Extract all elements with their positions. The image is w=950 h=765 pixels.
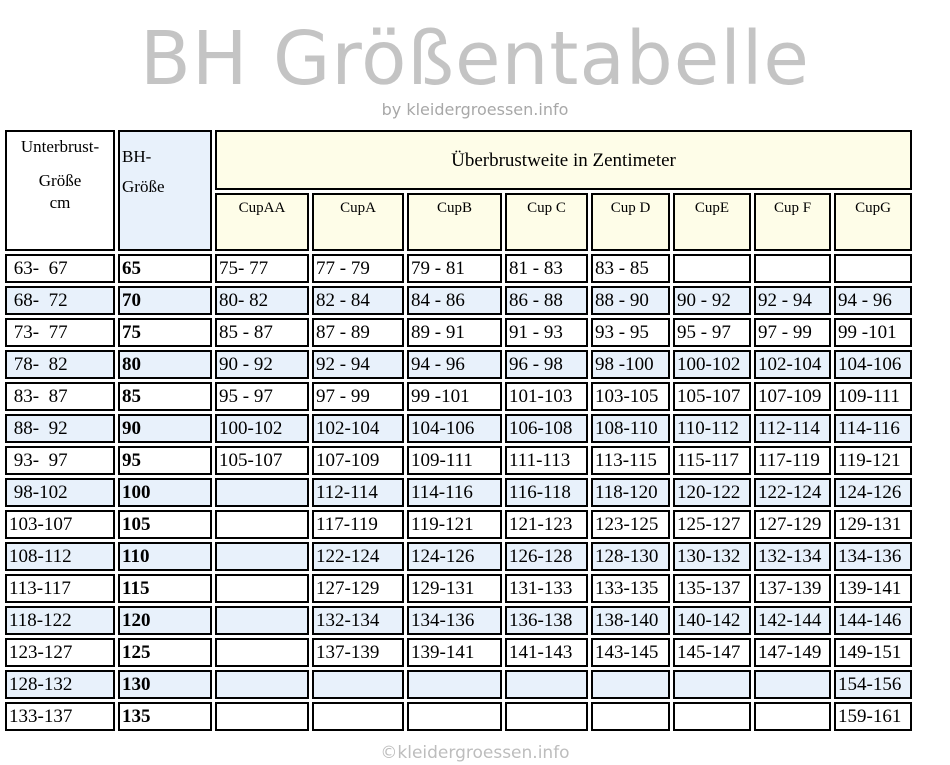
ueberbrust-cell: 94 - 96 — [834, 286, 912, 315]
ueberbrust-cell: 113-115 — [591, 446, 670, 475]
ueberbrust-cell: 127-129 — [754, 510, 831, 539]
ueberbrust-cell — [215, 702, 309, 731]
ueberbrust-cell — [215, 542, 309, 571]
ueberbrust-cell — [215, 638, 309, 667]
unterbrust-cell: 128-132 — [5, 670, 115, 699]
table-row — [5, 286, 912, 315]
ueberbrust-cell: 95 - 97 — [673, 318, 751, 347]
ueberbrust-cell: 85 - 87 — [215, 318, 309, 347]
ueberbrust-cell — [215, 670, 309, 699]
ueberbrust-cell — [312, 702, 404, 731]
bh-size-cell: 125 — [118, 638, 212, 667]
ueberbrust-cell — [673, 670, 751, 699]
ueberbrust-cell: 130-132 — [673, 542, 751, 571]
ueberbrust-cell: 102-104 — [312, 414, 404, 443]
table-row — [5, 702, 912, 731]
ueberbrust-cell: 135-137 — [673, 574, 751, 603]
ueberbrust-cell: 133-135 — [591, 574, 670, 603]
ueberbrust-cell: 140-142 — [673, 606, 751, 635]
ueberbrust-cell: 96 - 98 — [505, 350, 588, 379]
cup-header: Cup C — [505, 193, 588, 251]
ueberbrust-cell: 149-151 — [834, 638, 912, 667]
ueberbrust-cell: 97 - 99 — [754, 318, 831, 347]
ueberbrust-cell: 80- 82 — [215, 286, 309, 315]
ueberbrust-cell: 90 - 92 — [215, 350, 309, 379]
ueberbrust-cell: 81 - 83 — [505, 254, 588, 283]
unterbrust-cell: 63- 67 — [5, 254, 115, 283]
bh-size-cell: 75 — [118, 318, 212, 347]
unterbrust-cell: 68- 72 — [5, 286, 115, 315]
cup-header: CupE — [673, 193, 751, 251]
bh-size-cell: 70 — [118, 286, 212, 315]
ueberbrust-cell: 104-106 — [407, 414, 502, 443]
ueberbrust-cell: 121-123 — [505, 510, 588, 539]
cup-header: Cup D — [591, 193, 670, 251]
ueberbrust-cell: 118-120 — [591, 478, 670, 507]
ueberbrust-cell: 115-117 — [673, 446, 751, 475]
bh-size-cell: 85 — [118, 382, 212, 411]
ueberbrust-cell: 95 - 97 — [215, 382, 309, 411]
ueberbrust-cell: 91 - 93 — [505, 318, 588, 347]
ueberbrust-cell — [591, 670, 670, 699]
ueberbrust-cell — [312, 670, 404, 699]
page-title: BH Größentabelle — [140, 16, 810, 102]
ueberbrust-cell — [673, 254, 751, 283]
ueberbrust-cell: 128-130 — [591, 542, 670, 571]
ueberbrust-cell: 144-146 — [834, 606, 912, 635]
bh-header-line1: BH- — [122, 147, 152, 166]
ueberbrust-cell: 88 - 90 — [591, 286, 670, 315]
cup-header: Cup F — [754, 193, 831, 251]
ueberbrust-cell: 139-141 — [407, 638, 502, 667]
ueberbrust-cell: 117-119 — [754, 446, 831, 475]
ueberbrust-cell: 134-136 — [407, 606, 502, 635]
table-row — [5, 574, 912, 603]
ueberbrust-cell: 107-109 — [754, 382, 831, 411]
header-row — [5, 130, 912, 190]
unterbrust-cell: 123-127 — [5, 638, 115, 667]
ueberbrust-cell: 143-145 — [591, 638, 670, 667]
ueberbrust-cell: 105-107 — [673, 382, 751, 411]
table-body — [5, 254, 912, 731]
unterbrust-header-line3: cm — [49, 193, 71, 212]
ueberbrust-cell: 109-111 — [407, 446, 502, 475]
unterbrust-cell: 118-122 — [5, 606, 115, 635]
ueberbrust-cell — [834, 254, 912, 283]
ueberbrust-cell: 103-105 — [591, 382, 670, 411]
ueberbrust-cell: 90 - 92 — [673, 286, 751, 315]
cup-header: CupAA — [215, 193, 309, 251]
ueberbrust-cell: 127-129 — [312, 574, 404, 603]
ueberbrust-cell: 142-144 — [754, 606, 831, 635]
bh-size-cell: 115 — [118, 574, 212, 603]
bh-size-cell: 65 — [118, 254, 212, 283]
ueberbrust-cell: 93 - 95 — [591, 318, 670, 347]
ueberbrust-cell — [754, 670, 831, 699]
cup-header: CupB — [407, 193, 502, 251]
ueberbrust-cell: 137-139 — [754, 574, 831, 603]
unterbrust-header — [5, 130, 115, 251]
ueberbrust-cell — [407, 670, 502, 699]
ueberbrust-cell — [591, 702, 670, 731]
ueberbrust-cell: 86 - 88 — [505, 286, 588, 315]
bh-size-header — [118, 130, 212, 251]
unterbrust-cell: 83- 87 — [5, 382, 115, 411]
table-row — [5, 542, 912, 571]
table-row — [5, 638, 912, 667]
ueberbrust-cell — [505, 670, 588, 699]
ueberbrust-cell: 82 - 84 — [312, 286, 404, 315]
ueberbrust-cell: 94 - 96 — [407, 350, 502, 379]
table-row — [5, 606, 912, 635]
bh-size-cell: 120 — [118, 606, 212, 635]
ueberbrust-cell: 84 - 86 — [407, 286, 502, 315]
ueberbrust-cell: 134-136 — [834, 542, 912, 571]
ueberbrust-cell: 136-138 — [505, 606, 588, 635]
unterbrust-cell: 93- 97 — [5, 446, 115, 475]
ueberbrust-cell — [754, 702, 831, 731]
ueberbrust-cell: 145-147 — [673, 638, 751, 667]
ueberbrust-cell — [215, 510, 309, 539]
copyright-footer: ©kleidergroessen.info — [380, 743, 570, 763]
ueberbrust-cell: 123-125 — [591, 510, 670, 539]
table-row — [5, 670, 912, 699]
unterbrust-cell: 78- 82 — [5, 350, 115, 379]
ueberbrust-cell: 99 -101 — [407, 382, 502, 411]
ueberbrust-cell: 141-143 — [505, 638, 588, 667]
bra-size-table — [2, 127, 915, 734]
ueberbrust-cell: 92 - 94 — [312, 350, 404, 379]
ueberbrust-cell — [215, 478, 309, 507]
page-subtitle: by kleidergroessen.info — [381, 100, 569, 119]
table-row — [5, 254, 912, 283]
table-row — [5, 446, 912, 475]
ueberbrust-cell: 114-116 — [834, 414, 912, 443]
ueberbrust-cell: 112-114 — [754, 414, 831, 443]
ueberbrust-cell: 131-133 — [505, 574, 588, 603]
ueberbrust-cell: 105-107 — [215, 446, 309, 475]
ueberbrust-cell: 132-134 — [312, 606, 404, 635]
ueberbrust-cell: 107-109 — [312, 446, 404, 475]
ueberbrust-cell: 132-134 — [754, 542, 831, 571]
ueberbrust-cell: 108-110 — [591, 414, 670, 443]
ueberbrust-cell: 124-126 — [407, 542, 502, 571]
bh-size-cell: 105 — [118, 510, 212, 539]
ueberbrust-cell — [215, 606, 309, 635]
table-row — [5, 318, 912, 347]
ueberbrust-cell — [505, 702, 588, 731]
ueberbrust-cell: 110-112 — [673, 414, 751, 443]
bh-size-cell: 100 — [118, 478, 212, 507]
ueberbrust-cell: 112-114 — [312, 478, 404, 507]
ueberbrust-cell: 116-118 — [505, 478, 588, 507]
table-row — [5, 510, 912, 539]
bh-size-cell: 135 — [118, 702, 212, 731]
ueberbrust-cell: 100-102 — [673, 350, 751, 379]
ueberbrust-cell: 124-126 — [834, 478, 912, 507]
ueberbrust-cell: 109-111 — [834, 382, 912, 411]
ueberbrust-cell: 126-128 — [505, 542, 588, 571]
ueberbrust-cell: 98 -100 — [591, 350, 670, 379]
cup-header: CupG — [834, 193, 912, 251]
ueberbrust-cell: 100-102 — [215, 414, 309, 443]
unterbrust-cell: 133-137 — [5, 702, 115, 731]
ueberbrust-cell: 154-156 — [834, 670, 912, 699]
bh-size-cell: 110 — [118, 542, 212, 571]
bh-size-cell: 130 — [118, 670, 212, 699]
ueberbrust-cell: 79 - 81 — [407, 254, 502, 283]
bh-header-line2: Größe — [122, 177, 165, 196]
table-row — [5, 350, 912, 379]
ueberbrust-cell: 101-103 — [505, 382, 588, 411]
unterbrust-cell: 73- 77 — [5, 318, 115, 347]
ueberbrust-header: Überbrustweite in Zentimeter — [215, 130, 912, 190]
table-row — [5, 382, 912, 411]
ueberbrust-cell: 75- 77 — [215, 254, 309, 283]
ueberbrust-cell — [754, 254, 831, 283]
ueberbrust-cell — [215, 574, 309, 603]
ueberbrust-cell: 138-140 — [591, 606, 670, 635]
ueberbrust-cell: 122-124 — [754, 478, 831, 507]
unterbrust-cell: 98-102 — [5, 478, 115, 507]
unterbrust-header-line2: Größe — [38, 171, 82, 190]
unterbrust-cell: 108-112 — [5, 542, 115, 571]
ueberbrust-cell: 139-141 — [834, 574, 912, 603]
ueberbrust-cell: 114-116 — [407, 478, 502, 507]
bh-size-cell: 80 — [118, 350, 212, 379]
ueberbrust-cell: 129-131 — [834, 510, 912, 539]
ueberbrust-cell: 104-106 — [834, 350, 912, 379]
ueberbrust-cell: 137-139 — [312, 638, 404, 667]
ueberbrust-cell: 120-122 — [673, 478, 751, 507]
ueberbrust-cell: 159-161 — [834, 702, 912, 731]
table-row — [5, 414, 912, 443]
unterbrust-cell: 88- 92 — [5, 414, 115, 443]
ueberbrust-cell: 87 - 89 — [312, 318, 404, 347]
ueberbrust-cell: 92 - 94 — [754, 286, 831, 315]
ueberbrust-cell: 83 - 85 — [591, 254, 670, 283]
ueberbrust-cell: 97 - 99 — [312, 382, 404, 411]
table-row — [5, 478, 912, 507]
ueberbrust-cell: 106-108 — [505, 414, 588, 443]
ueberbrust-cell — [407, 702, 502, 731]
ueberbrust-cell: 119-121 — [834, 446, 912, 475]
ueberbrust-cell: 89 - 91 — [407, 318, 502, 347]
ueberbrust-cell: 122-124 — [312, 542, 404, 571]
unterbrust-cell: 103-107 — [5, 510, 115, 539]
ueberbrust-cell: 147-149 — [754, 638, 831, 667]
unterbrust-cell: 113-117 — [5, 574, 115, 603]
ueberbrust-cell: 129-131 — [407, 574, 502, 603]
ueberbrust-cell: 102-104 — [754, 350, 831, 379]
ueberbrust-cell: 77 - 79 — [312, 254, 404, 283]
ueberbrust-cell: 99 -101 — [834, 318, 912, 347]
bh-size-cell: 90 — [118, 414, 212, 443]
bh-size-cell: 95 — [118, 446, 212, 475]
cup-header: CupA — [312, 193, 404, 251]
ueberbrust-cell: 111-113 — [505, 446, 588, 475]
unterbrust-header-line1: Unterbrust- — [20, 137, 100, 156]
ueberbrust-cell: 117-119 — [312, 510, 404, 539]
ueberbrust-cell: 125-127 — [673, 510, 751, 539]
ueberbrust-cell — [673, 702, 751, 731]
ueberbrust-cell: 119-121 — [407, 510, 502, 539]
